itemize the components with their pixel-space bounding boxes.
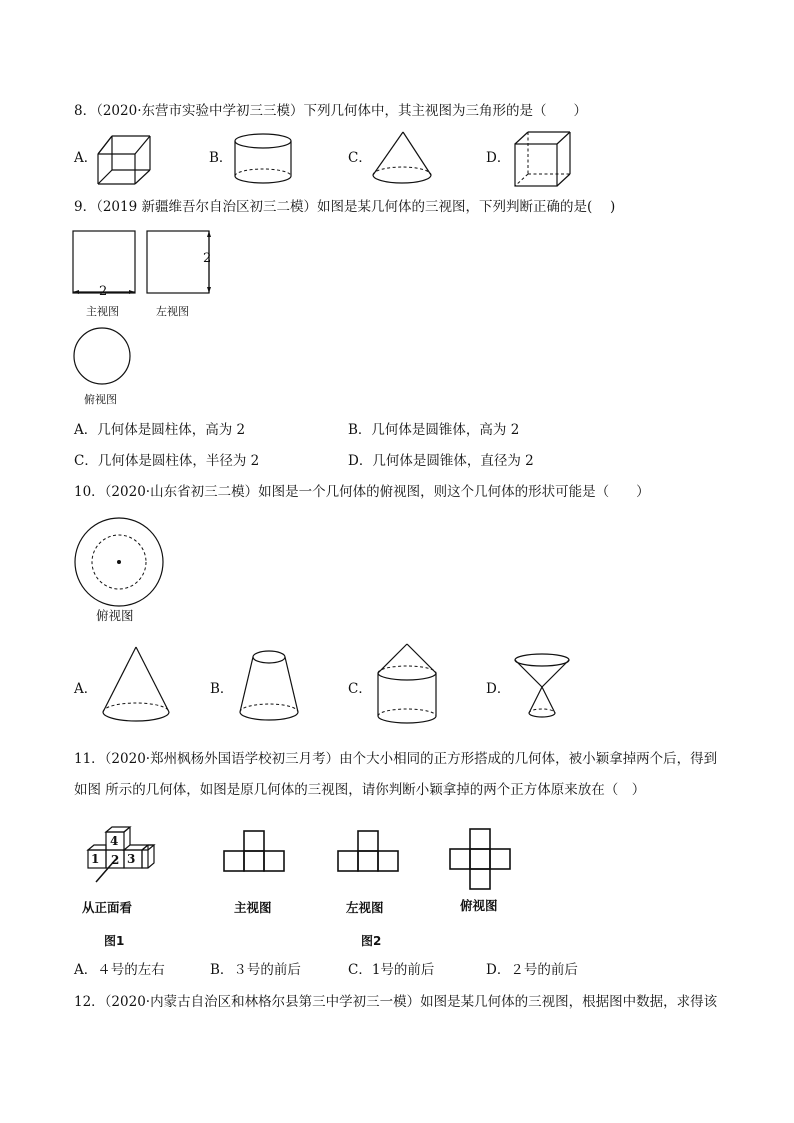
q9-option-c: C．几何体是圆柱体，半径为 2 (74, 453, 260, 469)
q9-stem: 9．（2019 新疆维吾尔自治区初三二模）如图是某几何体的三视图，下列判断正确的是( ) (74, 199, 616, 215)
q8-option-d-label: D． (486, 150, 511, 166)
q9-option-d: D．几何体是圆锥体，直径为 2 (348, 453, 534, 469)
q8-option-a-figure (95, 132, 155, 188)
q10-option-a-figure (100, 645, 172, 725)
q11-option-a: A．４号的左右 (74, 962, 165, 978)
q12-stem: 12．（2020·内蒙古自治区和林格尔县第三中学初三一模）如图是某几何体的三视图，根据图中数据，求得该 (74, 994, 718, 1010)
q9-width-dimension: 2 (99, 284, 108, 299)
q9-option-a: A．几何体是圆柱体，高为 2 (74, 422, 246, 438)
q9-option-b: B．几何体是圆锥体，高为 2 (348, 422, 520, 438)
q11-left-view (336, 828, 406, 874)
q9-front-view-label: 主视图 (86, 305, 119, 318)
q10-option-c-label: C． (348, 681, 372, 697)
q11-cube-label-1: 1 (91, 852, 100, 866)
q11-top-view-label: 俯视图 (460, 898, 498, 913)
q8-option-b-figure (232, 132, 296, 188)
q11-figure-2-label: 图2 (361, 934, 382, 948)
q8-option-c-figure (370, 130, 434, 188)
q11-main-view-label: 主视图 (234, 900, 272, 915)
q11-option-b: B．３号的前后 (210, 962, 301, 978)
q10-option-d-label: D． (486, 681, 511, 697)
q11-main-view (222, 828, 292, 874)
q10-stem: 10．（2020·山东省初三二模）如图是一个几何体的俯视图，则这个几何体的形状可能是（ ） (74, 484, 650, 500)
q11-cube-label-2: 2 (111, 853, 120, 867)
q8-option-c-label: C． (348, 150, 372, 166)
q8-stem: 8．（2020·东营市实验中学初三三模）下列几何体中，其主视图为三角形的是（ ） (74, 103, 587, 119)
q9-top-view-label: 俯视图 (84, 393, 117, 406)
q8-option-b-label: B． (209, 150, 233, 166)
q8-option-d-figure (512, 130, 574, 188)
q11-cube-label-4: 4 (110, 834, 119, 848)
q9-left-view-label: 左视图 (156, 305, 189, 318)
q10-option-b-label: B． (210, 681, 234, 697)
q10-option-c-figure (374, 642, 440, 728)
q9-top-view-circle (72, 326, 132, 386)
q10-top-view-label: 俯视图 (96, 608, 134, 623)
q11-cube-label-3: 3 (127, 852, 136, 866)
q11-option-d: D．２号的前后 (486, 962, 578, 978)
q11-left-view-label: 左视图 (346, 900, 384, 915)
q11-figure-1-label: 图1 (104, 934, 125, 948)
q8-option-a-label: A． (74, 150, 98, 166)
q10-top-view-figure (72, 518, 168, 610)
q10-option-b-figure (236, 648, 302, 726)
q11-front-view-direction-label: 从正面看 (82, 900, 133, 915)
q11-stem-line1: 11．（2020·郑州枫杨外国语学校初三月考）由个大小相同的正方形搭成的几何体，被小颖拿掉两个后，得到 (74, 751, 718, 767)
q11-top-view (448, 826, 518, 896)
q9-height-dimension: 2 (203, 251, 212, 266)
q10-option-d-figure (512, 652, 574, 722)
q11-stem-line2: 如图 所示的几何体，如图是原几何体的三视图，请你判断小颖拿掉的两个正方体原来放在（ ） (74, 782, 646, 798)
q10-option-a-label: A． (74, 681, 98, 697)
q11-option-c: C．1号的前后 (348, 962, 435, 978)
